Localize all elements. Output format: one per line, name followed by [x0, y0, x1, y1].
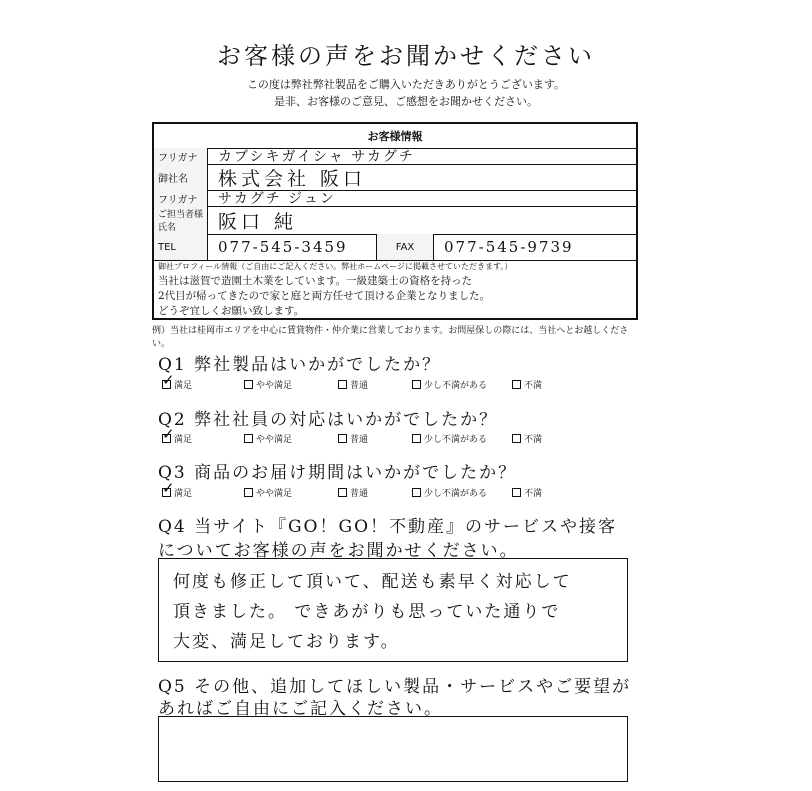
checkbox[interactable]	[512, 434, 521, 443]
option-label: 不満	[524, 435, 543, 445]
q4-answer-box[interactable]	[158, 558, 628, 662]
question-5-line-2: あればご自由にご記入ください。	[158, 699, 443, 719]
furigana-label: フリガナ	[154, 148, 208, 164]
q3-option-neutral[interactable]	[338, 486, 368, 499]
q3-option-somewhat-satisfied[interactable]	[244, 486, 292, 499]
company-value[interactable]: 株式会社 阪口	[218, 167, 367, 190]
furigana-label-2: フリガナ	[154, 190, 208, 206]
q1-options	[162, 371, 622, 392]
option-label: 少し不満がある	[424, 489, 488, 499]
fax-label: FAX	[376, 234, 434, 260]
checkbox[interactable]	[244, 434, 253, 443]
question-1: Q1 弊社製品はいかがでしたか？	[158, 355, 442, 375]
option-label: 満足	[174, 381, 193, 391]
question-2: Q2 弊社社員の対応はいかがでしたか？	[158, 410, 499, 430]
profile-line-1[interactable]: 当社は滋賀で造園土木業をしています。一級建築士の資格を持った	[158, 275, 473, 287]
contact-row	[154, 234, 636, 261]
checkbox[interactable]	[412, 488, 421, 497]
intro-line-1: この度は弊社弊社製品をご購入いただきありがとうございます。	[246, 78, 566, 91]
profile-line-3[interactable]: どうぞ宜しくお願い致します。	[158, 305, 305, 317]
checkbox[interactable]	[244, 488, 253, 497]
option-label: やや満足	[256, 381, 293, 391]
option-label: 普通	[350, 381, 369, 391]
q3-option-somewhat-dissatisfied[interactable]	[412, 486, 487, 499]
question-4-line-2: についてお客様の声をお聞かせください。	[158, 541, 519, 561]
q4-answer-line-1: 何度も修正して頂いて、配送も素早く対応して	[173, 572, 572, 592]
form-title: お客様の声をお聞かせください	[217, 42, 595, 70]
option-label: 不満	[524, 381, 543, 391]
q2-option-neutral[interactable]	[338, 432, 368, 445]
info-table-header: お客様情報	[154, 124, 636, 149]
person-label: ご担当者様氏名	[154, 206, 208, 234]
option-label: 満足	[174, 435, 193, 445]
q4-answer-line-3: 大変、満足しております。	[173, 632, 400, 652]
question-5-line-1: Q5 その他、追加してほしい製品・サービスやご要望が	[158, 677, 632, 697]
option-label: 普通	[350, 435, 369, 445]
q4-answer-line-2: 頂きました。 できあがりも思っていた通りで	[173, 602, 561, 622]
furigana-person-row	[154, 190, 636, 207]
option-label: 普通	[350, 489, 369, 499]
checkmark-icon: ✓	[162, 479, 175, 497]
option-label: やや満足	[256, 435, 293, 445]
q1-option-somewhat-dissatisfied[interactable]	[412, 378, 487, 391]
tel-label: TEL	[154, 234, 208, 260]
customer-info-table	[152, 122, 638, 320]
q1-option-neutral[interactable]	[338, 378, 368, 391]
question-4-line-1: Q4 当サイト『GO！GO！不動産』のサービスや接客	[158, 517, 618, 537]
option-label: やや満足	[256, 489, 293, 499]
q1-option-satisfied[interactable]	[162, 371, 193, 391]
intro-line-2: 是非、お客様のご意見、ご感想をお聞かせください。	[274, 95, 538, 108]
q3-option-dissatisfied[interactable]	[512, 486, 542, 499]
profile-line-2[interactable]: 2代目が帰ってきたので家と庭と両方任せて頂ける企業となりました。	[158, 290, 491, 302]
profile-section	[154, 260, 636, 318]
company-row	[154, 164, 636, 191]
person-row	[154, 206, 636, 235]
q3-option-satisfied[interactable]	[162, 479, 193, 499]
question-3: Q3 商品のお届け期間はいかがでしたか？	[158, 463, 518, 483]
checkbox[interactable]	[512, 380, 521, 389]
checkbox[interactable]	[512, 488, 521, 497]
q2-option-satisfied[interactable]	[162, 425, 193, 445]
q1-option-dissatisfied[interactable]	[512, 378, 542, 391]
example-note: 例）当社は桂岡市エリアを中心に賃貸物件・仲介業に営業しております。お問屋保しの際には、当社へとお越しください。	[152, 326, 629, 349]
option-label: 不満	[524, 489, 543, 499]
checkbox[interactable]	[162, 479, 175, 497]
checkbox[interactable]	[162, 425, 175, 443]
q5-answer-box[interactable]	[158, 716, 628, 782]
fax-value[interactable]: 077-545-9739	[444, 238, 574, 256]
checkbox[interactable]	[244, 380, 253, 389]
q2-option-dissatisfied[interactable]	[512, 432, 542, 445]
person-value[interactable]: 阪口 純	[218, 210, 298, 233]
checkbox[interactable]	[412, 380, 421, 389]
checkmark-icon: ✓	[162, 371, 175, 389]
q3-options	[162, 479, 622, 500]
q2-option-somewhat-dissatisfied[interactable]	[412, 432, 487, 445]
checkbox[interactable]	[412, 434, 421, 443]
option-label: 満足	[174, 489, 193, 499]
q2-option-somewhat-satisfied[interactable]	[244, 432, 292, 445]
furigana-company-row	[154, 148, 636, 165]
tel-value[interactable]: 077-545-3459	[218, 238, 348, 256]
checkbox[interactable]	[338, 488, 347, 497]
checkbox[interactable]	[338, 434, 347, 443]
furigana-person-value[interactable]: サカグチ ジュン	[218, 191, 336, 207]
q2-options	[162, 425, 622, 446]
option-label: 少し不満がある	[424, 435, 488, 445]
company-label: 御社名	[154, 164, 208, 190]
q1-option-somewhat-satisfied[interactable]	[244, 378, 292, 391]
option-label: 少し不満がある	[424, 381, 488, 391]
profile-label: 御社プロフィール情報（ご自由にご記入ください。弊社ホームページに掲載させていただきます。）	[158, 262, 513, 271]
furigana-company-value[interactable]: カブシキガイシャ サカグチ	[218, 149, 415, 165]
checkbox[interactable]	[338, 380, 347, 389]
checkbox[interactable]	[162, 371, 175, 389]
checkmark-icon: ✓	[162, 425, 175, 443]
